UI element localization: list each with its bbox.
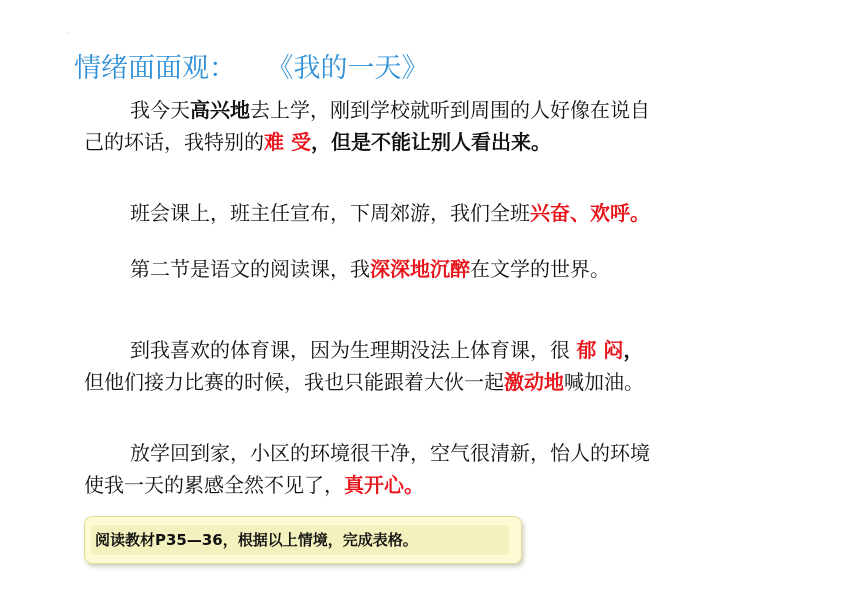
text-span: 班会课上，班主任宣布，下周郊游，我们全班	[130, 201, 530, 225]
text-span: 使我一天的累感全然不见了，	[84, 473, 344, 497]
paragraph-after-school	[84, 437, 784, 501]
text-span: 喊加油。	[564, 370, 644, 394]
instruction-note	[84, 516, 522, 564]
paragraph-class-meeting	[84, 197, 784, 229]
paragraph-line	[84, 253, 784, 285]
paragraph-reading-class	[84, 253, 784, 285]
emotion-word: 真开心。	[344, 473, 424, 497]
text-span: 我今天	[130, 98, 190, 122]
text-span: 己的坏话，我特别的	[84, 130, 264, 154]
emotion-word: 激动地	[504, 370, 564, 394]
emotion-word: 难 受	[264, 130, 311, 154]
paragraph-line	[84, 197, 784, 229]
text-span: 在文学的世界。	[470, 257, 610, 281]
emotion-word: 深深地沉醉	[370, 257, 470, 281]
text-span: 第二节是语文的阅读课，我	[130, 257, 370, 281]
title-book: 《我的一天》	[280, 53, 429, 84]
text-span: 但他们接力比赛的时候，我也只能跟着大伙一起	[84, 370, 504, 394]
text-span: 去上学，刚到学校就听到周围的人好像在说自	[250, 98, 650, 122]
text-span: ，	[623, 338, 644, 362]
paragraph-line	[84, 126, 784, 158]
instruction-text: 阅读教材P35—36，根据以上情境，完成表格。	[91, 525, 509, 555]
paragraph-line	[84, 469, 784, 501]
paragraph-line	[84, 366, 784, 398]
paragraph-line	[84, 334, 784, 366]
page-title	[74, 46, 429, 85]
paragraph-line	[84, 94, 784, 126]
paragraph-line: 放学回到家，小区的环境很干净，空气很清新，怡人的环境	[130, 441, 650, 465]
paragraph-morning	[84, 94, 784, 158]
emotion-word: 郁 闷	[576, 338, 624, 362]
title-label: 情绪面面观：	[74, 53, 236, 84]
text-span: 到我喜欢的体育课，因为生理期没法上体育课，很	[130, 338, 577, 362]
text-span: ，但是不能让别人看出来。	[310, 130, 551, 154]
emotion-word: 兴奋、欢呼。	[530, 201, 650, 225]
paragraph-pe-class	[84, 334, 784, 398]
stray-dot: ·	[68, 30, 70, 37]
emphasis-text: 高兴地	[190, 98, 250, 122]
